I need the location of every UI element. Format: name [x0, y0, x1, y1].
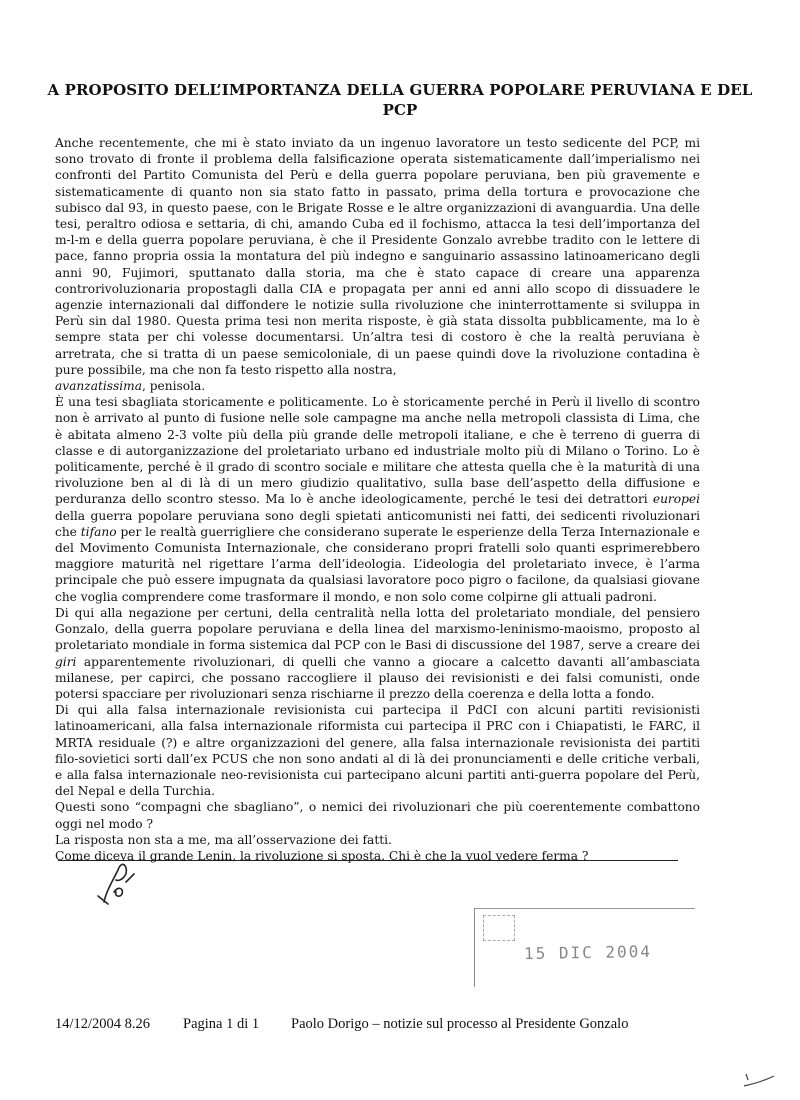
paragraph-3: Di qui alla negazione per certuni, della centralità nella lotta del proletariato mondiale, del pensiero Gonzalo, della guerra popolare peruviana e della linea del marxismo-leninismo-maoismo, proposto al proletariato mondiale in forma sistemica dal PCP con le Basi di discussione del 1987, serve a creare dei giri apparentemente rivoluzionari, di quelli che vanno a giocare a calcetto davanti all’ambasciata milanese, per capirci, che possano raccogliere il plauso dei revisionisti e dei falsi comunisti, onde potersi spacciare per rivoluzionari senza rischiarne il prezzo della coerenza e della lotta a fondo.: [55, 605, 700, 701]
emphasis-avanzatissima: avanzatissima: [55, 379, 142, 394]
document-title: A PROPOSITO DELL’IMPORTANZA DELLA GUERRA POPOLARE PERUVIANA E DEL PCP: [47, 81, 753, 119]
footer-source: Paolo Dorigo – notizie sul processo al Presidente Gonzalo: [291, 1016, 629, 1032]
footer-date: 14/12/2004 8.26: [55, 1016, 151, 1032]
emphasis-giri: giri: [55, 654, 77, 669]
paragraph-1: Anche recentemente, che mi è stato inviato da un ingenuo lavoratore un testo sedicente del PCP, mi sono trovato di fronte il problema della falsificazione operata sistematicamente dall’imperialismo nei confronti del Partito Comunista del Perù e della guerra popolare peruviana, ben più gravemente e sistematicamente di quanto non sia stato fatto in passato, prima della tortura e provocazione che subisco dal 93, in questo paese, con le Brigate Rosse e le altre organizzazioni di avanguardia. Una delle tesi, peraltro odiosa e settaria, di chi, amando Cuba ed il fochismo, attacca la tesi dell’importanza del m-l-m e della guerra popolare peruviana, è che il Presidente Gonzalo avrebbe tradito con le lettere di pace, fanno propria ossia la montatura del più indegno e sanguinario assassino latinoamericano degli anni 90, Fujimori, sputtanato dalla storia, ma che è stato capace di creare una apparenza controrivoluzionaria propostagli dalla CIA e propagata per anni ed anni allo scopo di dissuadere le agenzie internazionali dal diffondere le notizie sulla rivoluzione che ininterrottamente si sviluppa in Perù sin dal 1980. Questa prima tesi non merita risposte, è già stata dissolta pubblicamente, ma lo è sempre stata per chi volesse documentarsi. Un’altra tesi di costoro è che la realtà peruviana è arretrata, che si tratta di un paese semicoloniale, di un paese quindi dove la rivoluzione contadina è pure possibile, ma che non fa testo rispetto alla nostra, avanzatissima, penisola.: [55, 136, 700, 394]
handwritten-signature: [84, 852, 154, 912]
paragraph-2: È una tesi sbagliata storicamente e politicamente. Lo è storicamente perché in Perù il livello di scontro non è arrivato al punto di fusione nelle sole campagne ma anche nella metropoli classista di Lima, che è abitata almeno 2-3 volte più della più grande delle metropoli italiane, e che è terreno di guerra di classe e di autorganizzazione del proletariato urbano ed industriale molto più di Milano o Torino. Lo è politicamente, perché è il grado di scontro sociale e militare che attesta quella che è la maturità di una rivoluzione ben al di là di un mero giudizio qualitativo, sulla base dell’aspetto della diffusione e perduranza dello scontro stesso. Ma lo è anche ideologicamente, perché le tesi dei detrattori europei della guerra popolare peruviana sono degli spietati anticomunisti nei fatti, dei sedicenti rivoluzionari che tifano per le realtà guerrigliere che considerano superate le esperienze della Terza Internazionale e del Movimento Comunista Internazionale, che considerano propri fratelli solo quanti esprimerebbero maggiore maturità nel rigettare l’arma dell’ideologia. L’ideologia del proletariato invece, è l’arma principale che può essere impugnata da qualsiasi lavoratore poco pigro o facilone, da qualsiasi giovane che voglia comprendere come trasformare il mondo, e non solo come colpirne gli attuali padroni.: [55, 395, 701, 604]
pen-mark: [740, 1070, 780, 1090]
footer-page-number: Pagina 1 di 1: [183, 1016, 260, 1032]
paragraph-4: Di qui alla falsa internazionale revisionista cui partecipa il PdCI con alcuni partiti revisionisti latinoamericani, alla falsa internazionale riformista cui partecipa il PRC con i Chiapatisti, le FARC, il MRTA residuale (?) e altre organizzazioni del genere, alla falsa internazionale revisionista dei partiti filo-sovietici sorti dall’ex PCUS che non sono andati al di là dei pronunciamenti e delle critiche verbali, e alla falsa internazionale neo-revisionista cui partecipano alcuni partiti anti-guerra popolare del Perù, del Nepal e della Turchia.: [55, 703, 700, 799]
stamp-mark: [483, 915, 515, 941]
paragraph-5: Questi sono “compagni che sbagliano”, o nemici dei rivoluzionari che più coerentemente combattono oggi nel modo ?: [55, 800, 700, 831]
paragraph-7: Come diceva il grande Lenin, la rivoluzione si sposta. Chi è che la vuol vedere ferma ?: [55, 848, 589, 863]
emphasis-europei: europei: [652, 492, 701, 507]
document-body: [55, 135, 700, 864]
emphasis-tifano: tifano: [80, 524, 117, 539]
stamp-date: 15 DIC 2004: [523, 941, 653, 964]
paragraph-6: La risposta non sta a me, ma all’osservazione dei fatti.: [55, 832, 392, 847]
